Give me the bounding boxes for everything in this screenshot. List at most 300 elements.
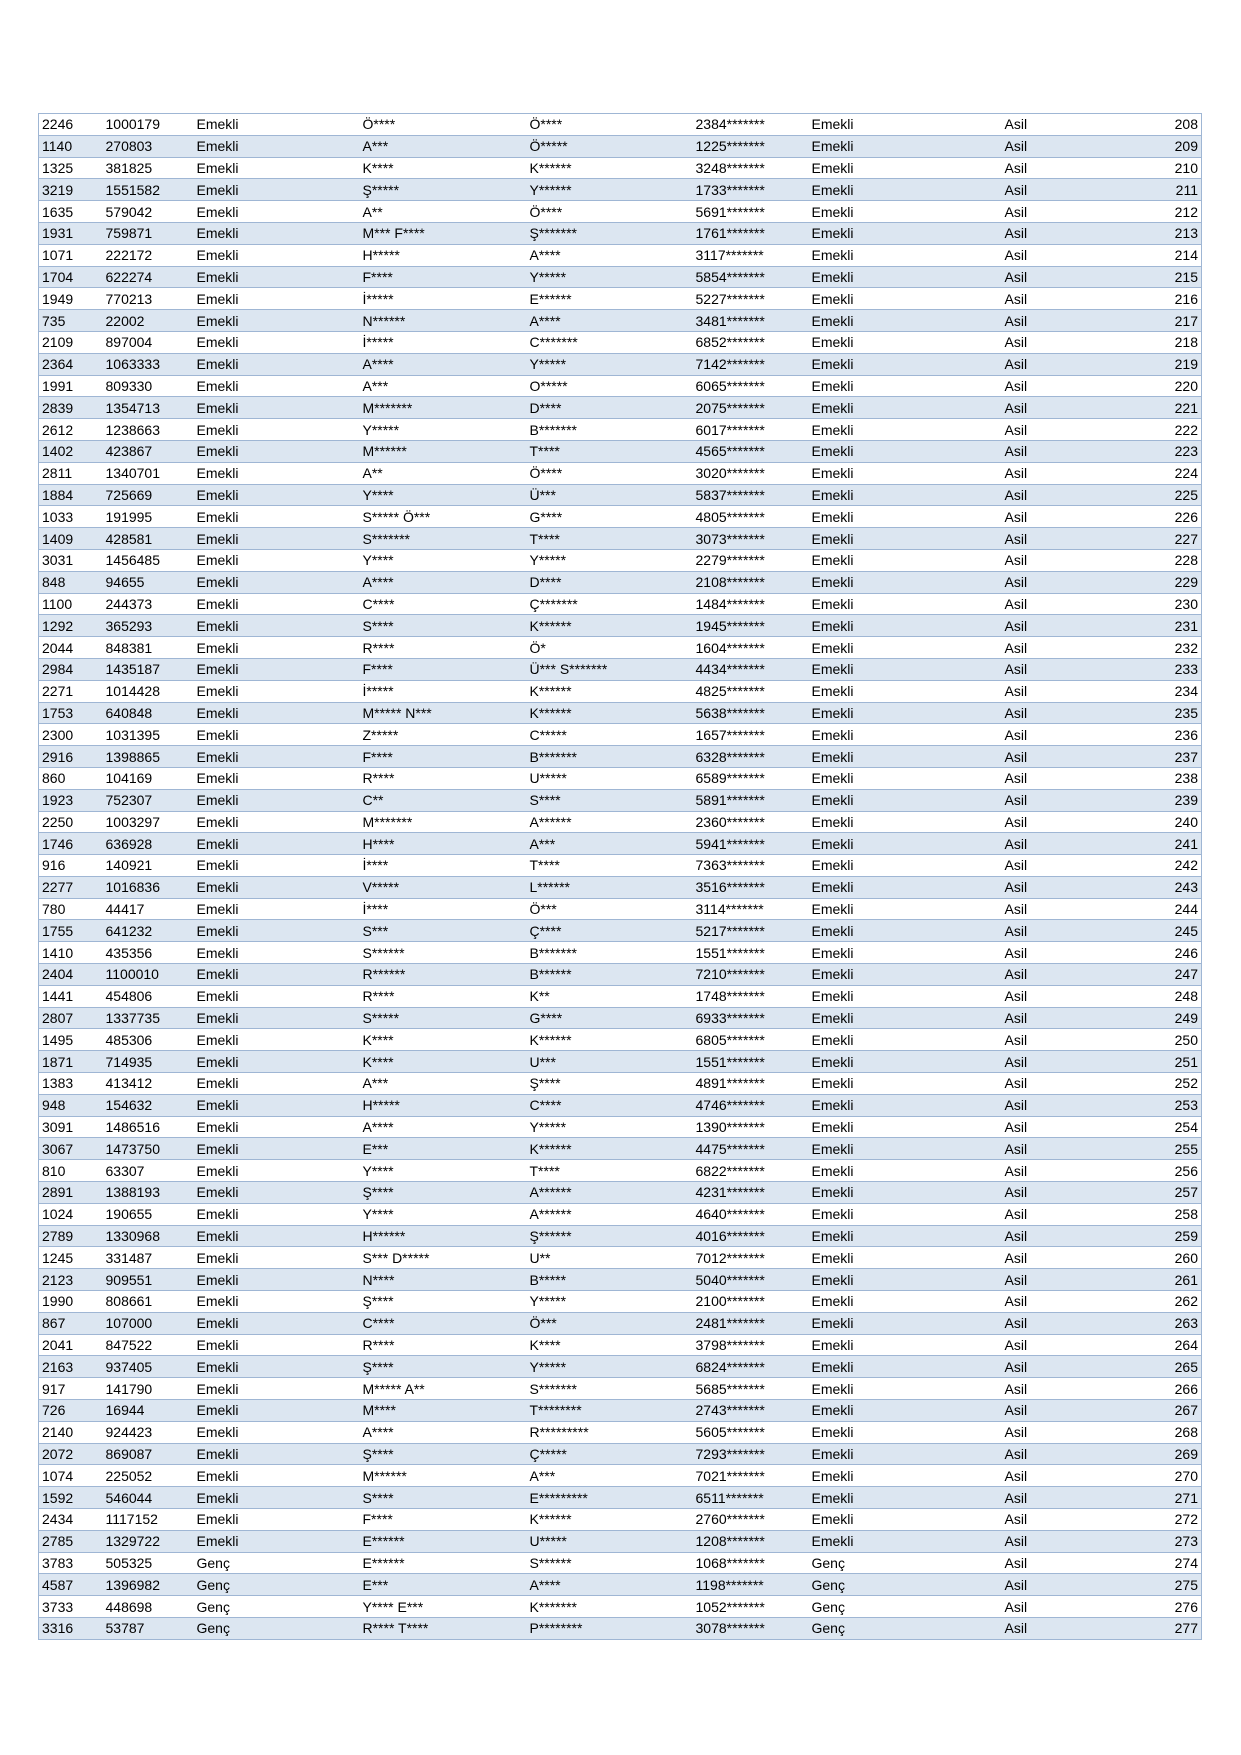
cell-no: 1074: [39, 1465, 103, 1487]
cell-group: Emekli: [194, 331, 360, 353]
cell-first-name: İ*****: [360, 331, 527, 353]
cell-id: 270803: [103, 135, 194, 157]
cell-group: Emekli: [194, 1378, 360, 1400]
cell-category: Emekli: [809, 1029, 1002, 1051]
cell-tc-no: 7021*******: [693, 1465, 809, 1487]
cell-tc-no: 1604*******: [693, 637, 809, 659]
cell-group: Emekli: [194, 114, 360, 136]
cell-tc-no: 2743*******: [693, 1400, 809, 1422]
cell-last-name: E*********: [527, 1487, 693, 1509]
cell-first-name: E******: [360, 1552, 527, 1574]
cell-first-name: İ****: [360, 898, 527, 920]
cell-id: 579042: [103, 201, 194, 223]
cell-no: 1923: [39, 789, 103, 811]
cell-category: Emekli: [809, 789, 1002, 811]
cell-group: Emekli: [194, 310, 360, 332]
cell-status: Asil: [1002, 1182, 1112, 1204]
cell-last-name: G****: [527, 506, 693, 528]
cell-category: Emekli: [809, 1509, 1002, 1531]
cell-id: 909551: [103, 1269, 194, 1291]
cell-group: Emekli: [194, 1509, 360, 1531]
cell-status: Asil: [1002, 615, 1112, 637]
cell-no: 1441: [39, 985, 103, 1007]
cell-category: Emekli: [809, 1116, 1002, 1138]
cell-category: Emekli: [809, 1269, 1002, 1291]
cell-last-name: T****: [527, 855, 693, 877]
table-row: [39, 1574, 1202, 1596]
cell-first-name: S*****: [360, 1007, 527, 1029]
cell-last-name: Y*****: [527, 1356, 693, 1378]
table-row: [39, 1182, 1202, 1204]
cell-status: Asil: [1002, 419, 1112, 441]
cell-id: 63307: [103, 1160, 194, 1182]
cell-status: Asil: [1002, 1574, 1112, 1596]
table-row: [39, 855, 1202, 877]
cell-group: Emekli: [194, 266, 360, 288]
cell-status: Asil: [1002, 593, 1112, 615]
cell-last-name: Ö*: [527, 637, 693, 659]
table-row: [39, 658, 1202, 680]
cell-category: Emekli: [809, 942, 1002, 964]
cell-category: Emekli: [809, 397, 1002, 419]
table-row: [39, 1225, 1202, 1247]
table-row: [39, 179, 1202, 201]
cell-id: 924423: [103, 1421, 194, 1443]
cell-last-name: T****: [527, 440, 693, 462]
cell-group: Emekli: [194, 1530, 360, 1552]
cell-first-name: K****: [360, 1051, 527, 1073]
cell-category: Emekli: [809, 920, 1002, 942]
cell-id: 1238663: [103, 419, 194, 441]
cell-group: Emekli: [194, 375, 360, 397]
cell-status: Asil: [1002, 1465, 1112, 1487]
cell-tc-no: 6933*******: [693, 1007, 809, 1029]
cell-no: 3219: [39, 179, 103, 201]
cell-status: Asil: [1002, 1116, 1112, 1138]
cell-tc-no: 5605*******: [693, 1421, 809, 1443]
cell-no: 4587: [39, 1574, 103, 1596]
cell-first-name: Y*****: [360, 419, 527, 441]
cell-category: Emekli: [809, 724, 1002, 746]
table-row: [39, 1051, 1202, 1073]
cell-category: Emekli: [809, 484, 1002, 506]
cell-tc-no: 3020*******: [693, 462, 809, 484]
cell-tc-no: 3481*******: [693, 310, 809, 332]
table-row: [39, 789, 1202, 811]
cell-order: 257: [1112, 1182, 1202, 1204]
cell-order: 234: [1112, 680, 1202, 702]
cell-tc-no: 6589*******: [693, 767, 809, 789]
cell-last-name: A****: [527, 310, 693, 332]
cell-group: Emekli: [194, 1138, 360, 1160]
cell-no: 2434: [39, 1509, 103, 1531]
cell-tc-no: 7210*******: [693, 964, 809, 986]
cell-first-name: Ö****: [360, 114, 527, 136]
cell-order: 255: [1112, 1138, 1202, 1160]
cell-category: Emekli: [809, 658, 1002, 680]
cell-status: Asil: [1002, 135, 1112, 157]
cell-first-name: E******: [360, 1530, 527, 1552]
cell-category: Emekli: [809, 549, 1002, 571]
cell-order: 239: [1112, 789, 1202, 811]
cell-status: Asil: [1002, 1029, 1112, 1051]
cell-status: Asil: [1002, 811, 1112, 833]
cell-tc-no: 4565*******: [693, 440, 809, 462]
cell-group: Genç: [194, 1617, 360, 1639]
cell-category: Emekli: [809, 331, 1002, 353]
cell-first-name: M*******: [360, 811, 527, 833]
cell-last-name: K******: [527, 615, 693, 637]
cell-tc-no: 5685*******: [693, 1378, 809, 1400]
cell-id: 1117152: [103, 1509, 194, 1531]
cell-no: 1495: [39, 1029, 103, 1051]
cell-tc-no: 5941*******: [693, 833, 809, 855]
cell-order: 233: [1112, 658, 1202, 680]
cell-first-name: Ş****: [360, 1443, 527, 1465]
cell-status: Asil: [1002, 157, 1112, 179]
cell-tc-no: 5691*******: [693, 201, 809, 223]
cell-group: Emekli: [194, 1225, 360, 1247]
cell-status: Asil: [1002, 1530, 1112, 1552]
cell-category: Emekli: [809, 1487, 1002, 1509]
cell-last-name: Y*****: [527, 1116, 693, 1138]
cell-no: 1024: [39, 1203, 103, 1225]
table-row: [39, 331, 1202, 353]
cell-status: Asil: [1002, 1073, 1112, 1095]
cell-last-name: C*****: [527, 724, 693, 746]
cell-no: 2984: [39, 658, 103, 680]
cell-last-name: Ç****: [527, 920, 693, 942]
table-row: [39, 1356, 1202, 1378]
cell-no: 2044: [39, 637, 103, 659]
cell-id: 413412: [103, 1073, 194, 1095]
cell-id: 847522: [103, 1334, 194, 1356]
cell-first-name: M****: [360, 1400, 527, 1422]
cell-no: 3091: [39, 1116, 103, 1138]
cell-category: Emekli: [809, 1225, 1002, 1247]
cell-first-name: N******: [360, 310, 527, 332]
cell-group: Emekli: [194, 1182, 360, 1204]
cell-id: 190655: [103, 1203, 194, 1225]
cell-status: Asil: [1002, 1312, 1112, 1334]
cell-id: 1329722: [103, 1530, 194, 1552]
table-row: [39, 964, 1202, 986]
cell-status: Asil: [1002, 1400, 1112, 1422]
cell-order: 244: [1112, 898, 1202, 920]
cell-group: Emekli: [194, 1007, 360, 1029]
cell-group: Emekli: [194, 1073, 360, 1095]
cell-group: Emekli: [194, 746, 360, 768]
cell-no: 2785: [39, 1530, 103, 1552]
cell-first-name: C****: [360, 1312, 527, 1334]
cell-id: 759871: [103, 222, 194, 244]
cell-order: 220: [1112, 375, 1202, 397]
cell-group: Emekli: [194, 1443, 360, 1465]
cell-id: 636928: [103, 833, 194, 855]
cell-id: 725669: [103, 484, 194, 506]
cell-id: 1330968: [103, 1225, 194, 1247]
cell-no: 2839: [39, 397, 103, 419]
cell-tc-no: 5217*******: [693, 920, 809, 942]
cell-order: 266: [1112, 1378, 1202, 1400]
cell-order: 262: [1112, 1291, 1202, 1313]
cell-tc-no: 7012*******: [693, 1247, 809, 1269]
cell-category: Emekli: [809, 964, 1002, 986]
cell-status: Asil: [1002, 1487, 1112, 1509]
cell-group: Emekli: [194, 440, 360, 462]
table-row: [39, 1029, 1202, 1051]
cell-id: 1354713: [103, 397, 194, 419]
cell-group: Emekli: [194, 876, 360, 898]
cell-last-name: B*******: [527, 746, 693, 768]
cell-no: 1753: [39, 702, 103, 724]
cell-category: Emekli: [809, 462, 1002, 484]
cell-status: Asil: [1002, 179, 1112, 201]
cell-order: 219: [1112, 353, 1202, 375]
cell-tc-no: 1551*******: [693, 1051, 809, 1073]
cell-group: Emekli: [194, 419, 360, 441]
cell-id: 897004: [103, 331, 194, 353]
cell-tc-no: 2100*******: [693, 1291, 809, 1313]
cell-last-name: C*******: [527, 331, 693, 353]
cell-id: 546044: [103, 1487, 194, 1509]
cell-group: Emekli: [194, 593, 360, 615]
table-row: [39, 1509, 1202, 1531]
cell-status: Asil: [1002, 1509, 1112, 1531]
cell-last-name: U*****: [527, 767, 693, 789]
cell-tc-no: 3798*******: [693, 1334, 809, 1356]
cell-no: 2807: [39, 1007, 103, 1029]
cell-order: 270: [1112, 1465, 1202, 1487]
cell-id: 1337735: [103, 1007, 194, 1029]
cell-id: 53787: [103, 1617, 194, 1639]
cell-id: 1398865: [103, 746, 194, 768]
cell-first-name: M******: [360, 440, 527, 462]
cell-first-name: A***: [360, 375, 527, 397]
cell-status: Asil: [1002, 440, 1112, 462]
cell-id: 16944: [103, 1400, 194, 1422]
cell-group: Emekli: [194, 571, 360, 593]
cell-no: 1991: [39, 375, 103, 397]
table-row: [39, 419, 1202, 441]
cell-first-name: Ş*****: [360, 179, 527, 201]
cell-order: 231: [1112, 615, 1202, 637]
cell-first-name: Y****: [360, 484, 527, 506]
cell-order: 236: [1112, 724, 1202, 746]
cell-tc-no: 7142*******: [693, 353, 809, 375]
cell-order: 253: [1112, 1094, 1202, 1116]
table-row: [39, 571, 1202, 593]
cell-order: 249: [1112, 1007, 1202, 1029]
cell-last-name: B*******: [527, 419, 693, 441]
cell-category: Emekli: [809, 1443, 1002, 1465]
table-row: [39, 397, 1202, 419]
cell-no: 726: [39, 1400, 103, 1422]
cell-order: 208: [1112, 114, 1202, 136]
cell-first-name: E***: [360, 1138, 527, 1160]
cell-order: 261: [1112, 1269, 1202, 1291]
cell-group: Emekli: [194, 1160, 360, 1182]
cell-tc-no: 1484*******: [693, 593, 809, 615]
cell-no: 780: [39, 898, 103, 920]
cell-status: Asil: [1002, 658, 1112, 680]
cell-status: Asil: [1002, 1617, 1112, 1639]
cell-group: Genç: [194, 1574, 360, 1596]
cell-last-name: A****: [527, 1574, 693, 1596]
cell-group: Emekli: [194, 353, 360, 375]
cell-category: Emekli: [809, 440, 1002, 462]
cell-id: 1435187: [103, 658, 194, 680]
table-row: [39, 593, 1202, 615]
cell-group: Emekli: [194, 855, 360, 877]
cell-first-name: Y****: [360, 1203, 527, 1225]
cell-no: 1402: [39, 440, 103, 462]
cell-group: Emekli: [194, 942, 360, 964]
cell-first-name: A**: [360, 462, 527, 484]
cell-group: Emekli: [194, 1247, 360, 1269]
cell-category: Emekli: [809, 680, 1002, 702]
table-row: [39, 1203, 1202, 1225]
cell-tc-no: 1225*******: [693, 135, 809, 157]
cell-status: Asil: [1002, 353, 1112, 375]
table-row: [39, 114, 1202, 136]
cell-first-name: Ş****: [360, 1182, 527, 1204]
cell-tc-no: 7363*******: [693, 855, 809, 877]
cell-order: 232: [1112, 637, 1202, 659]
cell-tc-no: 4475*******: [693, 1138, 809, 1160]
table-row: [39, 462, 1202, 484]
cell-order: 243: [1112, 876, 1202, 898]
cell-last-name: Y*****: [527, 266, 693, 288]
cell-tc-no: 6852*******: [693, 331, 809, 353]
cell-status: Asil: [1002, 942, 1112, 964]
cell-no: 1033: [39, 506, 103, 528]
cell-last-name: K******: [527, 1138, 693, 1160]
cell-id: 1031395: [103, 724, 194, 746]
cell-id: 104169: [103, 767, 194, 789]
cell-last-name: Y******: [527, 179, 693, 201]
cell-no: 2300: [39, 724, 103, 746]
cell-status: Asil: [1002, 1421, 1112, 1443]
cell-no: 2916: [39, 746, 103, 768]
cell-group: Emekli: [194, 462, 360, 484]
cell-no: 848: [39, 571, 103, 593]
cell-first-name: E***: [360, 1574, 527, 1596]
cell-group: Emekli: [194, 1356, 360, 1378]
cell-first-name: S*** D*****: [360, 1247, 527, 1269]
cell-category: Emekli: [809, 876, 1002, 898]
cell-first-name: Ş****: [360, 1291, 527, 1313]
cell-last-name: A******: [527, 1182, 693, 1204]
cell-first-name: K****: [360, 1029, 527, 1051]
cell-first-name: İ****: [360, 855, 527, 877]
cell-first-name: R****: [360, 1334, 527, 1356]
cell-category: Emekli: [809, 179, 1002, 201]
cell-no: 2404: [39, 964, 103, 986]
table-row: [39, 1334, 1202, 1356]
cell-no: 1746: [39, 833, 103, 855]
cell-first-name: R****: [360, 985, 527, 1007]
cell-category: Emekli: [809, 1247, 1002, 1269]
cell-first-name: M******: [360, 1465, 527, 1487]
cell-tc-no: 6017*******: [693, 419, 809, 441]
cell-id: 485306: [103, 1029, 194, 1051]
cell-no: 2811: [39, 462, 103, 484]
cell-order: 221: [1112, 397, 1202, 419]
cell-category: Emekli: [809, 1073, 1002, 1095]
cell-group: Emekli: [194, 680, 360, 702]
cell-first-name: S*******: [360, 528, 527, 550]
cell-group: Emekli: [194, 811, 360, 833]
cell-last-name: O*****: [527, 375, 693, 397]
cell-order: 227: [1112, 528, 1202, 550]
cell-id: 154632: [103, 1094, 194, 1116]
cell-last-name: R*********: [527, 1421, 693, 1443]
cell-id: 225052: [103, 1465, 194, 1487]
cell-group: Emekli: [194, 549, 360, 571]
cell-category: Emekli: [809, 528, 1002, 550]
cell-order: 210: [1112, 157, 1202, 179]
cell-first-name: K****: [360, 157, 527, 179]
cell-category: Emekli: [809, 985, 1002, 1007]
results-table: [38, 113, 1202, 1640]
cell-id: 714935: [103, 1051, 194, 1073]
cell-id: 423867: [103, 440, 194, 462]
cell-id: 808661: [103, 1291, 194, 1313]
table-row: [39, 1269, 1202, 1291]
cell-id: 435356: [103, 942, 194, 964]
table-row: [39, 1552, 1202, 1574]
cell-last-name: K****: [527, 1334, 693, 1356]
cell-tc-no: 3078*******: [693, 1617, 809, 1639]
cell-status: Asil: [1002, 1094, 1112, 1116]
table-row: [39, 157, 1202, 179]
cell-group: Emekli: [194, 1029, 360, 1051]
cell-first-name: S******: [360, 942, 527, 964]
cell-first-name: F****: [360, 658, 527, 680]
cell-last-name: A******: [527, 1203, 693, 1225]
cell-group: Emekli: [194, 1465, 360, 1487]
cell-first-name: R******: [360, 964, 527, 986]
cell-id: 1388193: [103, 1182, 194, 1204]
cell-category: Emekli: [809, 1421, 1002, 1443]
cell-id: 381825: [103, 157, 194, 179]
cell-order: 260: [1112, 1247, 1202, 1269]
cell-no: 3316: [39, 1617, 103, 1639]
cell-last-name: U***: [527, 1051, 693, 1073]
cell-no: 1409: [39, 528, 103, 550]
cell-no: 1755: [39, 920, 103, 942]
table-row: [39, 528, 1202, 550]
cell-status: Asil: [1002, 222, 1112, 244]
cell-last-name: K******: [527, 702, 693, 724]
cell-first-name: A****: [360, 353, 527, 375]
cell-status: Asil: [1002, 244, 1112, 266]
cell-first-name: F****: [360, 746, 527, 768]
cell-last-name: Y*****: [527, 549, 693, 571]
cell-group: Emekli: [194, 637, 360, 659]
cell-order: 212: [1112, 201, 1202, 223]
cell-order: 276: [1112, 1596, 1202, 1618]
cell-status: Asil: [1002, 898, 1112, 920]
cell-no: 2163: [39, 1356, 103, 1378]
cell-no: 3733: [39, 1596, 103, 1618]
table-row: [39, 266, 1202, 288]
cell-tc-no: 5638*******: [693, 702, 809, 724]
cell-category: Emekli: [809, 898, 1002, 920]
table-row: [39, 1073, 1202, 1095]
cell-last-name: D****: [527, 571, 693, 593]
